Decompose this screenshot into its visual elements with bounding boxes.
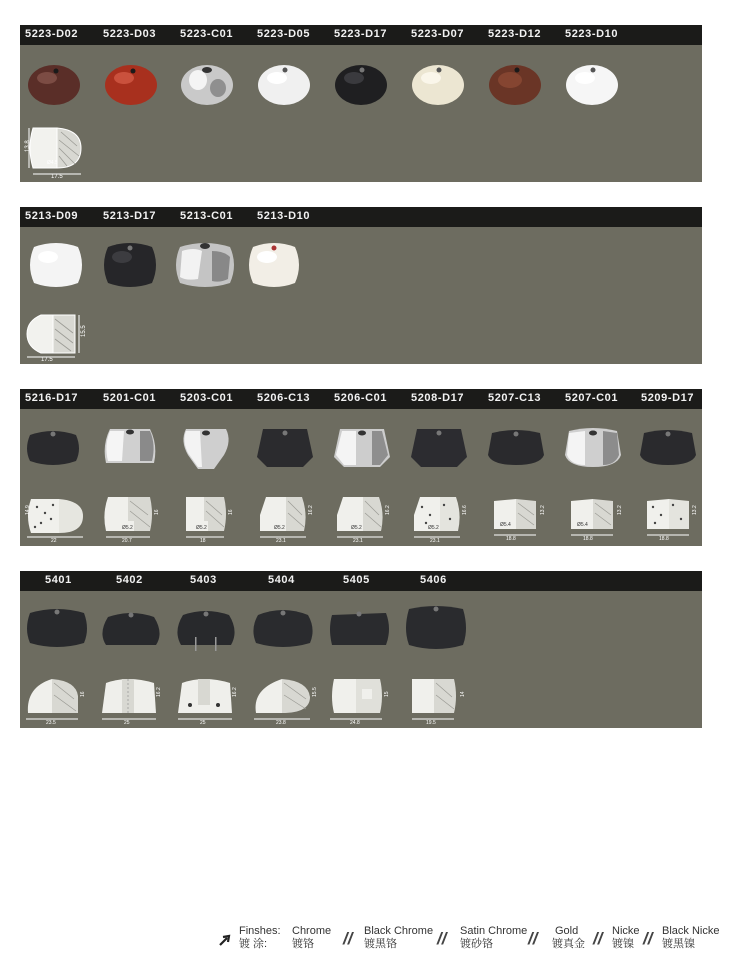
dim-width: 17.5 [51,174,63,178]
model-code: 5213-D09 [25,210,79,222]
technical-drawing [180,491,240,543]
model-code: 5207-C13 [488,392,542,404]
finish-en: Black Nicke [662,925,720,937]
knob-image-black [98,607,164,651]
knob-image-black [173,607,239,655]
model-code: 5403 [190,574,217,586]
knob-image-black [486,427,546,469]
dim-height: 16.2 [156,687,162,697]
technical-drawing [23,493,89,543]
finish-item [612,925,640,951]
knob-image-chrome [100,425,160,469]
dim-height: 16 [154,509,160,515]
knob-image-tortoise [488,62,542,108]
dim-width: 17.5 [41,357,53,361]
dim-height: 16.2 [308,505,314,515]
technical-drawing [22,671,88,727]
dim-height: 13.2 [692,505,698,515]
finish-item [364,925,433,951]
knob-image-black [403,603,469,653]
knob-image-black [334,62,388,108]
technical-drawing [100,491,164,543]
finish-cn: 镀镍 [612,938,634,950]
model-code: 5406 [420,574,447,586]
model-code: 5206-C13 [257,392,311,404]
dim-height: 15 [384,691,390,697]
separator: // [437,929,447,948]
model-code: 5404 [268,574,295,586]
model-code: 5223-D02 [25,28,79,40]
separator: // [643,929,653,948]
separator: // [528,929,538,948]
knob-image-black [24,605,90,651]
finish-en: Black Chrome [364,925,434,937]
model-code: 5213-D10 [257,210,311,222]
model-code: 5223-D07 [411,28,465,40]
dim-width: 24.8 [350,720,360,726]
separator: // [593,929,603,948]
technical-drawing [23,116,87,178]
finish-cn: 镀黑铬 [364,938,397,950]
dim-height: 15.5 [312,687,318,697]
dim-height: 13.8 [25,140,31,152]
technical-drawing [565,493,627,543]
knob-image-chrome [178,425,234,473]
finish-en: Gold [555,925,579,937]
model-header-bar [20,25,702,45]
model-code: 5213-D17 [103,210,157,222]
dim-width: 18.8 [583,536,593,542]
technical-drawing [410,491,472,543]
product-panel-5213 [20,207,702,364]
model-code: 5223-C01 [180,28,234,40]
knob-image-brown-pearl [27,62,81,108]
finishes-label-cn: 镀 涂: [239,938,268,950]
model-code: 5203-C01 [180,392,234,404]
finish-item [460,925,527,951]
dim-hole: Ø5.4 [500,522,511,528]
knob-image-white [565,62,619,108]
finish-item [662,925,719,951]
dim-width: 18.8 [659,536,669,542]
dim-height: 13.2 [617,505,623,515]
knob-image-cream [245,237,303,291]
finish-item [552,925,585,951]
knob-image-black [250,605,316,651]
finish-en: Satin Chrome [460,925,528,937]
model-code: 5223-D03 [103,28,157,40]
model-header-bar [20,389,702,409]
technical-drawing [98,671,164,727]
knob-image-chrome [332,425,392,471]
dim-width: 23.1 [430,538,440,543]
knob-image-chrome [180,62,234,108]
knob-image-white [257,62,311,108]
arrow-icon [218,933,232,947]
dim-height: 14.9 [25,505,31,515]
knob-image-cream [411,62,465,108]
technical-drawing [174,671,240,727]
technical-drawing [404,671,468,727]
technical-drawing [250,671,318,727]
knob-image-black [24,427,82,469]
finish-cn: 镀黑镍 [662,938,695,950]
dim-height: 14 [460,691,466,697]
model-code: 5223-D05 [257,28,311,40]
model-header-bar [20,571,702,591]
dim-hole: Ø5.2 [351,525,362,531]
dim-hole: Ø5.2 [122,525,133,531]
model-code: 5208-D17 [411,392,465,404]
finish-item [292,925,331,951]
knob-image-black [326,607,392,651]
knob-image-white [26,237,86,291]
dim-width: 25 [124,720,130,726]
model-code: 5223-D17 [334,28,388,40]
finish-cn: 镀真金 [552,938,585,950]
model-code: 5401 [45,574,72,586]
knob-image-black [255,425,315,471]
technical-drawing [326,671,392,727]
dim-height: 16.6 [462,505,468,515]
dim-height: 16 [228,509,234,515]
dim-width: 23.1 [276,538,286,543]
dim-width: 18 [200,538,206,543]
knob-image-chrome [172,237,238,291]
model-code: 5223-D12 [488,28,542,40]
dim-width: 20.7 [122,538,132,543]
dim-hole: Ø5.2 [196,525,207,531]
dim-width: 23.1 [353,538,363,543]
finish-cn: 镀铬 [292,938,314,950]
knob-image-black [409,425,469,471]
dim-height: 16.2 [385,505,391,515]
knob-image-black [638,427,698,469]
dim-width: 23.8 [276,720,286,726]
dim-hole: Ø5.2 [274,525,285,531]
technical-drawing [256,491,318,543]
dim-hole: Ø5.2 [428,525,439,531]
dim-hole: Ø5.4 [577,522,588,528]
dim-width: 18.8 [506,536,516,542]
model-code: 5405 [343,574,370,586]
dim-height: 13.2 [540,505,546,515]
model-code: 5213-C01 [180,210,234,222]
model-code: 5201-C01 [103,392,157,404]
dim-height: 16.2 [232,687,238,697]
technical-drawing [488,493,550,543]
technical-drawing [23,305,87,361]
model-code: 5206-C01 [334,392,388,404]
technical-drawing [333,491,395,543]
finish-en: Chrome [292,925,332,937]
separator: // [343,929,353,948]
product-panel-5223 [20,25,702,182]
knob-image-chrome [563,425,623,471]
model-code: 5402 [116,574,143,586]
dim-width: 19.5 [426,720,436,726]
product-panel-52xx [20,389,702,546]
dim-width: 22 [51,538,57,543]
model-code: 5216-D17 [25,392,79,404]
finish-cn: 镀砂铬 [460,938,493,950]
knob-image-red-pearl [104,62,158,108]
dim-height: 16 [80,691,86,697]
technical-drawing [641,493,701,543]
model-code: 5209-D17 [641,392,695,404]
finishes-label [239,925,281,951]
model-header-bar [20,207,702,227]
dim-hole: Ø4.5 [47,160,58,166]
knob-image-black [100,237,160,291]
finish-en: Nicke [612,925,640,937]
model-code: 5223-D10 [565,28,619,40]
model-code: 5207-C01 [565,392,619,404]
dim-height: 15.5 [81,325,87,337]
dim-width: 25 [200,720,206,726]
dim-width: 23.5 [46,720,56,726]
product-panel-54xx [20,571,702,728]
finishes-label-en: Finshes: [239,925,281,937]
